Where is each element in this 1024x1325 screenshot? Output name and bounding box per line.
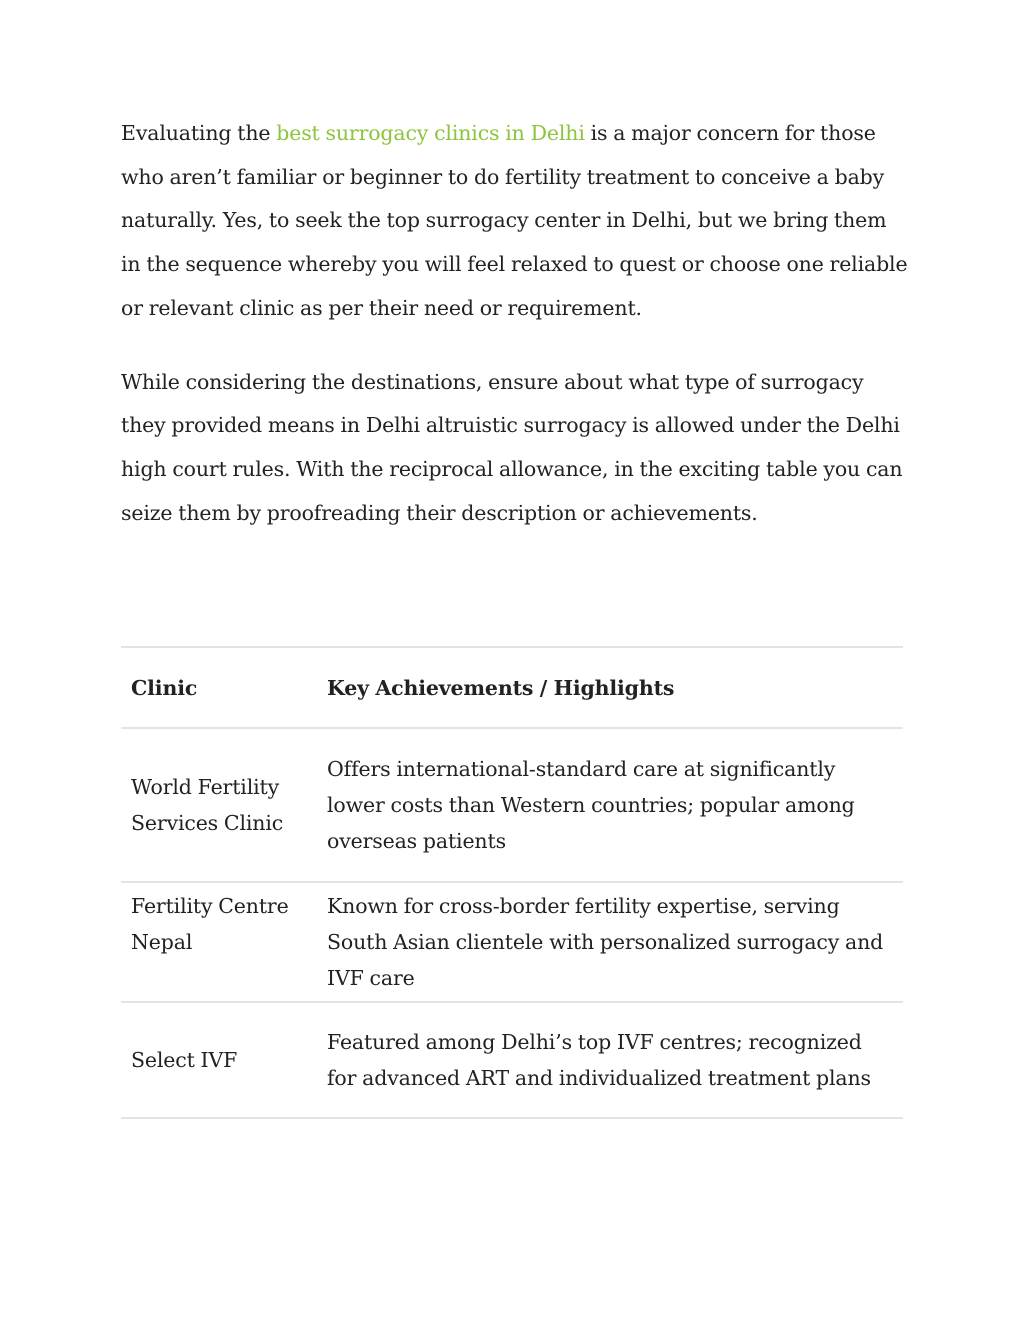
table-row (121, 728, 903, 882)
highlights-cell: Offers international-standard care at significantly lower costs than Western countries; popular among overseas patients (327, 757, 855, 853)
intro-text-after-link: is a major concern for those who aren’t familiar or beginner to do fertility treatment to conceive a baby naturally. Yes, to seek the top surrogacy center in Delhi, but we bring them in the sequence whereby you will feel relaxed to quest or choose one reliable or relevant clinic as per their need or requirement. (121, 121, 908, 320)
clinic-name-cell: Fertility Centre Nepal (131, 894, 289, 954)
table-row (121, 882, 903, 1002)
article-body (121, 112, 911, 535)
table-header-row (121, 647, 903, 728)
highlights-cell: Known for cross-border fertility expertise, serving South Asian clientele with personalized surrogacy and IVF care (327, 894, 884, 990)
intro-paragraph-2: While considering the destinations, ensure about what type of surrogacy they provided means in Delhi altruistic surrogacy is allowed under the Delhi high court rules. With the reciprocal allowance, in the exciting table you can seize them by proofreading their description or achievements. (121, 369, 903, 525)
header-key-achievements: Key Achievements / Highlights (327, 675, 675, 700)
header-clinic: Clinic (131, 675, 198, 700)
best-surrogacy-clinics-link[interactable]: best surrogacy clinics in Delhi (276, 121, 585, 145)
table-row (121, 1002, 903, 1118)
clinics-table (121, 646, 903, 1119)
intro-paragraph-1 (121, 112, 911, 331)
highlights-cell: Featured among Delhi’s top IVF centres; recognized for advanced ART and individualized treatment plans (327, 1030, 871, 1090)
intro-text-before-link: Evaluating the (121, 121, 277, 145)
clinic-name-cell: World Fertility Services Clinic (131, 775, 284, 835)
clinic-name-cell: Select IVF (131, 1048, 238, 1072)
